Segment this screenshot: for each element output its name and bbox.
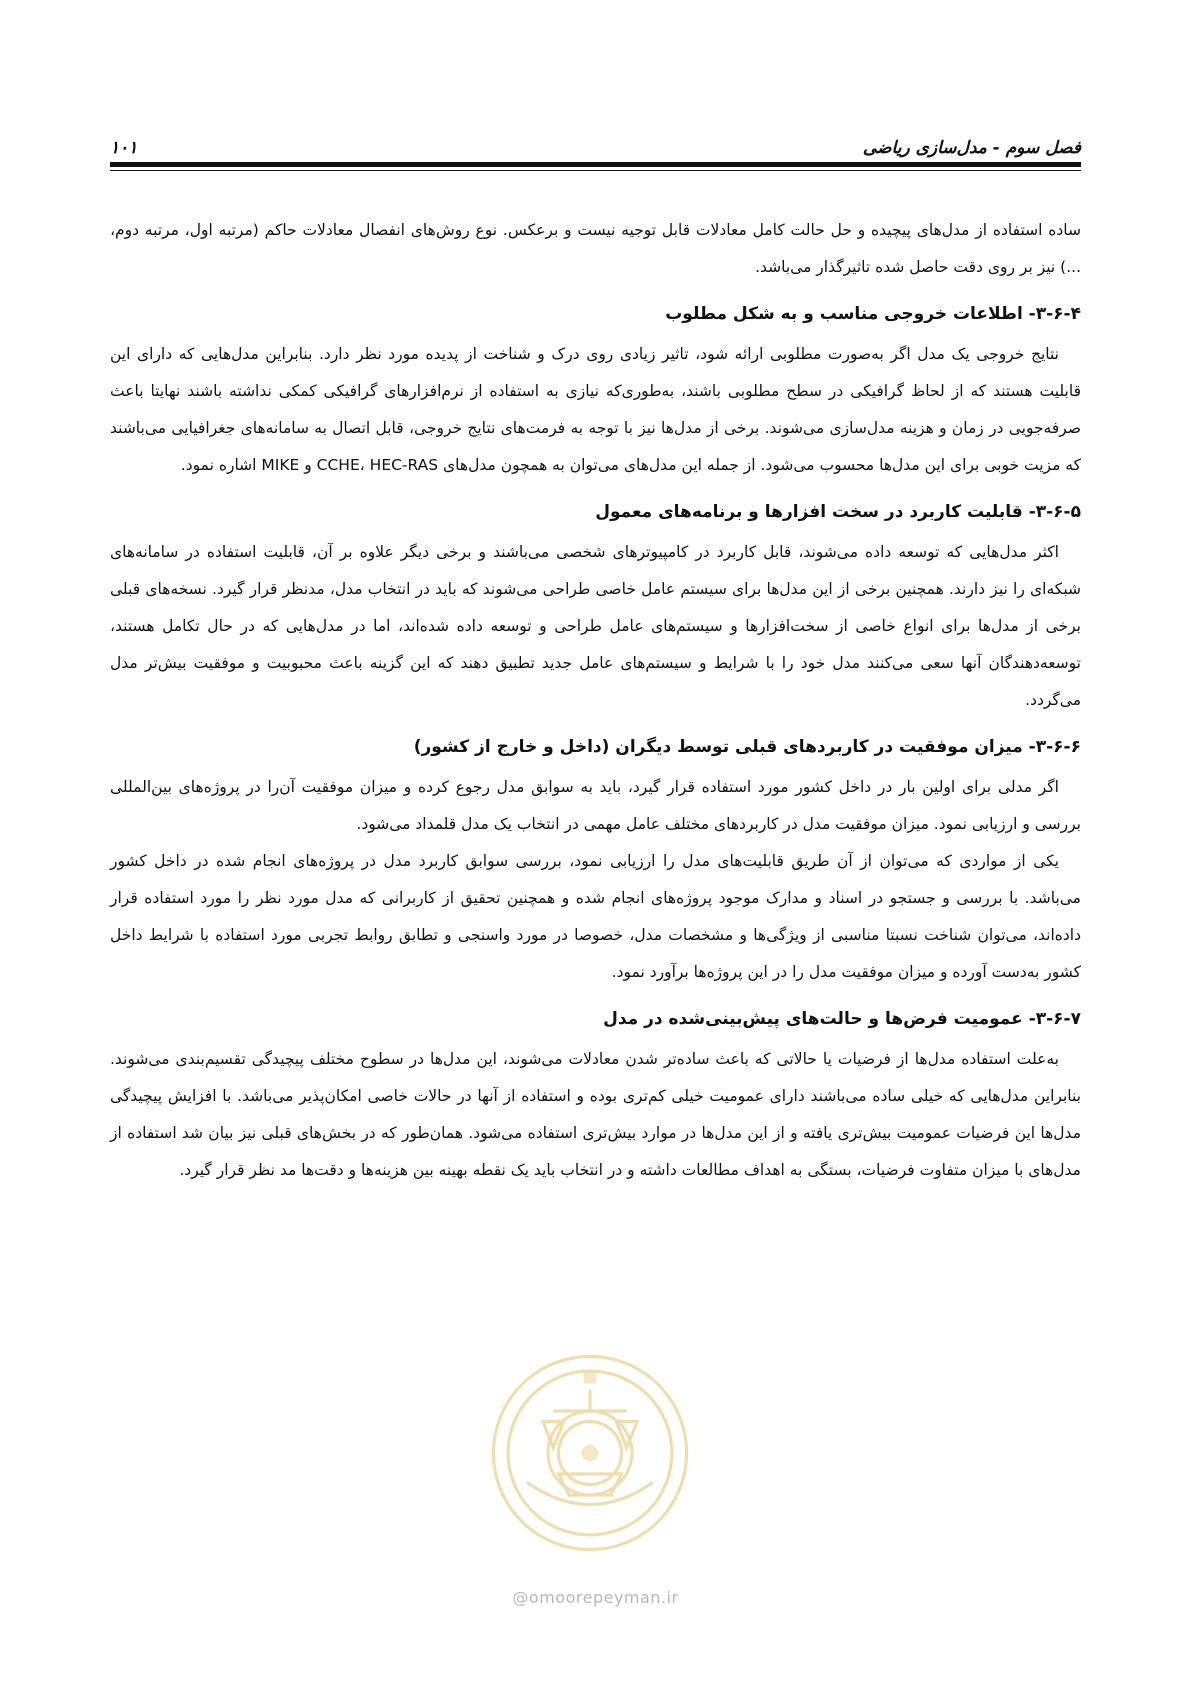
paragraph-3-6-6-b: یکی از مواردی که می‌توان از آن طریق قابلیت‌های مدل را ارزیابی نمود، بررسی سوابق کاربرد مدل در پروژه‌های انجام شده در داخل کشور می‌باشد. با بررسی و جستجو در اسناد و مدارک موجود پروژه‌های انجام شده و همچنین تحقیق از کاربرانی که مدل مورد نظر را مورد استفاده قرار داده‌اند، می‌توان شناخت نسبتا مناسبی از ویژگی‌ها و مشخصات مدل، خصوصا در مورد واسنجی و تطابق روابط تجربی مورد استفاده با شرایط داخل کشور به‌دست آورده و میزان موفقیت مدل را در این پروژه‌ها برآورد نمود. bbox=[110, 852, 1081, 981]
header-rule-thick bbox=[110, 162, 1081, 167]
paragraph-3-6-7: به‌علت استفاده مدل‌ها از فرضیات یا حالاتی که باعث ساده‌تر شدن معادلات می‌شوند، این مدل‌ها در سطوح مختلف پیچیدگی تقسیم‌بندی می‌شوند. بنابراین مدل‌هایی که خیلی ساده می‌باشند دارای عمومیت خیلی کم‌تری بوده و استفاده از آنها در حالات خاصی امکان‌پذیر می‌باشد. با افزایش پیچیدگی مدل‌ها این فرضیات عمومیت بیش‌تری یافته و از این مدل‌ها در موارد بیش‌تری استفاده می‌شود. همان‌طور که در بخش‌های قبلی نیز بیان شد استفاده از مدل‌های با میزان متفاوت فرضیات، بستگی به اهداف مطالعات داشته و در انتخاب باید یک نقطه بهینه بین هزینه‌ها و دقت‌ها مد نظر قرار گیرد. bbox=[110, 1050, 1081, 1179]
section-heading-3-6-7: ۳-۶-۷- عمومیت فرض‌ها و حالت‌های پیش‌بینی‌شده در مدل bbox=[603, 1009, 1081, 1029]
paragraph-3-6-6-a: اگر مدلی برای اولین بار در داخل کشور مورد استفاده قرار گیرد، باید به سوابق مدل رجوع کرده و میزان موفقیت آن‌را در پروژه‌های بین‌المللی بررسی و ارزیابی نمود. میزان موفقیت مدل در کاربردهای مختلف عامل مهمی در انتخاب یک مدل قلمداد می‌شود. bbox=[110, 778, 1081, 833]
paragraph-continued: ساده استفاده از مدل‌های پیچیده و حل حالت کامل معادلات قابل توجیه نیست و برعکس. نوع روش‌های انفصال معادلات حاکم (مرتبه اول، مرتبه دوم، ...) نیز بر روی دقت حاصل شده تاثیرگذار می‌باشد. bbox=[110, 221, 1081, 276]
seal-logo-icon bbox=[485, 1348, 695, 1558]
page-header bbox=[110, 128, 1081, 158]
watermark-url: @omoorepeyman.ir bbox=[512, 1588, 679, 1607]
paragraph-3-6-4: نتایج خروجی یک مدل اگر به‌صورت مطلوبی ارائه شود، تاثیر زیادی روی درک و شناخت از پدیده مورد نظر دارد. بنابراین مدل‌هایی که دارای این قابلیت هستند که از لحاظ گرافیکی در سطح مطلوبی باشند، به‌طوری‌که نیازی به استفاده از نرم‌افزارهای گرافیکی کمکی نداشته باشند نهایتا باعث صرفه‌جویی در زمان و هزینه مدل‌سازی می‌شوند. برخی از مدل‌ها نیز با توجه به فرمت‌های نتایج خروجی، قابل اتصال به سامانه‌های جغرافیایی می‌باشند که مزیت خوبی برای این مدل‌ها محسوب می‌شود. از جمله این مدل‌های می‌توان به همچون مدل‌های CCHE، HEC-RAS و MIKE اشاره نمود. bbox=[110, 345, 1081, 474]
section-heading-3-6-4: ۳-۶-۴- اطلاعات خروجی مناسب و به شکل مطلوب bbox=[665, 304, 1081, 324]
page-content bbox=[110, 212, 1081, 1189]
section-heading-3-6-6: ۳-۶-۶- میزان موفقیت در کاربردهای قبلی توسط دیگران (داخل و خارج از کشور) bbox=[413, 737, 1081, 757]
paragraph-3-6-5: اکثر مدل‌هایی که توسعه داده می‌شوند، قابل کاربرد در کامپیوترهای شخصی می‌باشند و برخی دیگر علاوه بر آن، قابلیت استفاده در سامانه‌های شبکه‌ای را نیز دارند. همچنین برخی از این مدل‌ها برای سیستم عامل خاصی طراحی می‌شوند که باید در انتخاب مدل، مدنظر قرار گیرد. نسخه‌های قبلی برخی از مدل‌ها برای انواع خاصی از سخت‌افزارها و سیستم‌های عامل طراحی و توسعه داده شده‌اند، اما در مدل‌هایی که در حال تکامل هستند، توسعه‌دهندگان آنها سعی می‌کنند مدل خود را با شرایط و سیستم‌های عامل جدید تطبیق دهند که این گزینه باعث محبوبیت و موفقیت بیش‌تر مدل می‌گردد. bbox=[110, 543, 1081, 709]
header-rule-thin bbox=[110, 170, 1081, 171]
page-number: ۱۰۱ bbox=[110, 138, 138, 158]
section-heading-3-6-5: ۳-۶-۵- قابلیت کاربرد در سخت افزارها و برنامه‌های معمول bbox=[595, 502, 1081, 522]
chapter-title: فصل سوم - مدل‌سازی ریاضی bbox=[862, 138, 1081, 158]
